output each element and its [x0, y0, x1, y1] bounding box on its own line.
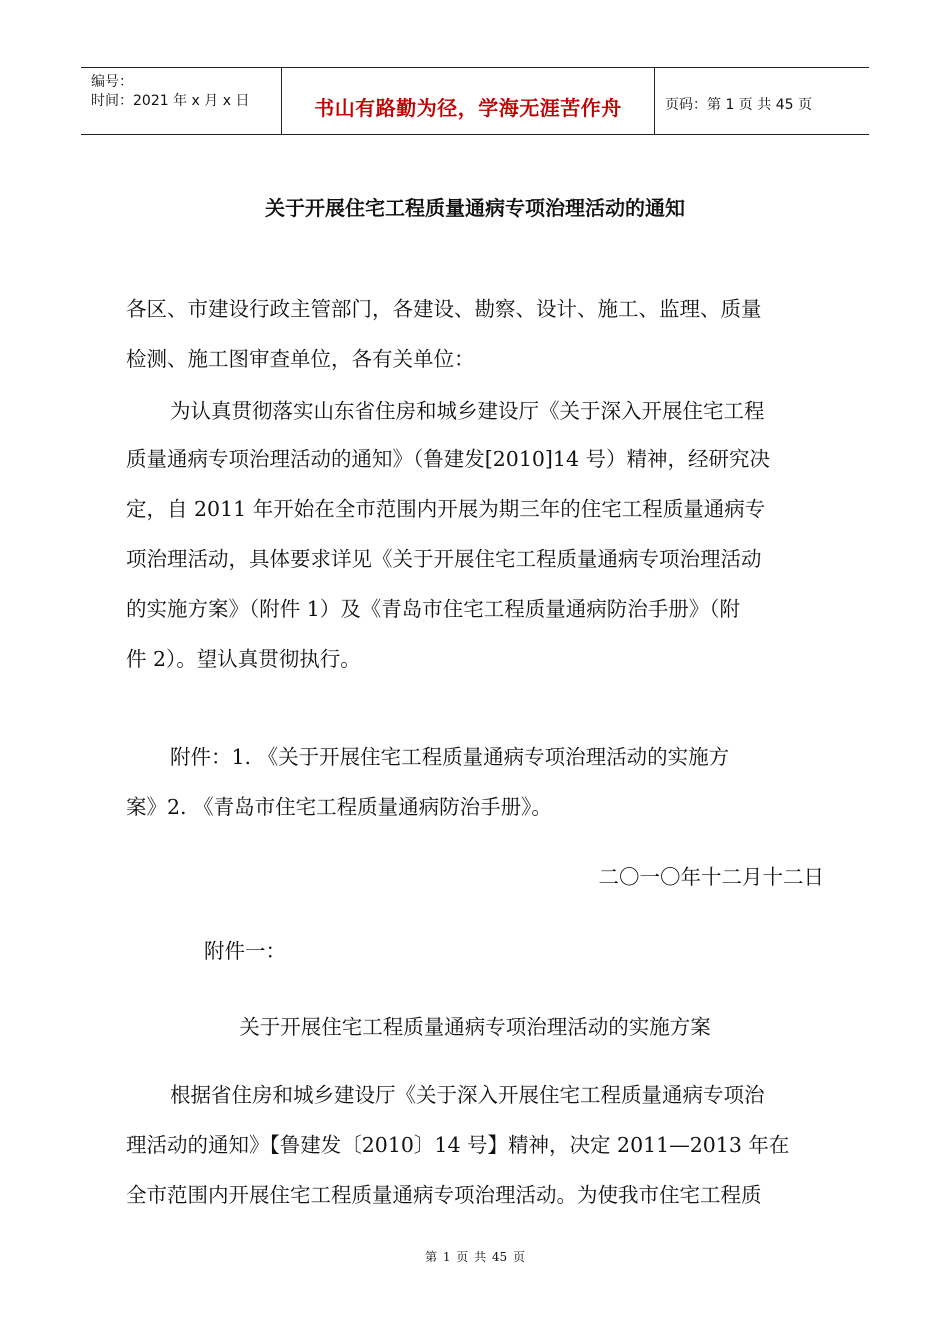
- attachment-line: 附件：1. 《关于开展住宅工程质量通病专项治理活动的实施方: [170, 745, 730, 769]
- annex-body-line: 根据省住房和城乡建设厅《关于深入开展住宅工程质量通病专项治: [170, 1083, 765, 1107]
- header-motto: 书山有路勤为径，学海无涯苦作舟: [314, 96, 622, 120]
- header-meta-cell: [81, 68, 282, 134]
- addressee-line: 各区、市建设行政主管部门，各建设、勘察、设计、施工、监理、质量: [126, 297, 762, 321]
- page-header: [81, 67, 869, 135]
- body-line: 质量通病专项治理活动的通知》（鲁建发[2010]14 号）精神，经研究决: [126, 447, 771, 471]
- document-date: 二〇一〇年十二月十二日: [598, 865, 824, 889]
- doc-number-label: 编号：: [91, 74, 133, 90]
- doc-time-label: 时间：2021 年 x 月 x 日: [91, 93, 250, 109]
- header-motto-cell: [282, 68, 655, 134]
- annex-body-line: 全市范围内开展住宅工程质量通病专项治理活动。为使我市住宅工程质: [126, 1183, 762, 1207]
- body-line: 项治理活动，具体要求详见《关于开展住宅工程质量通病专项治理活动: [126, 547, 762, 571]
- document-title: 关于开展住宅工程质量通病专项治理活动的通知: [265, 196, 685, 220]
- annex-body-line: 理活动的通知》【鲁建发〔2010〕14 号】精神，决定 2011—2013 年在: [126, 1133, 790, 1157]
- addressee-line: 检测、施工图审查单位，各有关单位：: [126, 347, 475, 371]
- annex-label: 附件一：: [204, 939, 286, 963]
- header-page-cell: [655, 68, 869, 134]
- page-footer: 第 1 页 共 45 页: [425, 1250, 525, 1264]
- body-line: 为认真贯彻落实山东省住房和城乡建设厅《关于深入开展住宅工程: [170, 399, 765, 423]
- attachment-line: 案》2. 《青岛市住宅工程质量通病防治手册》。: [126, 795, 552, 819]
- body-line: 件 2）。望认真贯彻执行。: [126, 647, 361, 671]
- header-page-info: 页码：第 1 页 共 45 页: [665, 97, 812, 113]
- annex-title: 关于开展住宅工程质量通病专项治理活动的实施方案: [239, 1015, 711, 1039]
- body-line: 的实施方案》（附件 1）及《青岛市住宅工程质量通病防治手册》（附: [126, 597, 741, 621]
- body-line: 定，自 2011 年开始在全市范围内开展为期三年的住宅工程质量通病专: [126, 497, 766, 521]
